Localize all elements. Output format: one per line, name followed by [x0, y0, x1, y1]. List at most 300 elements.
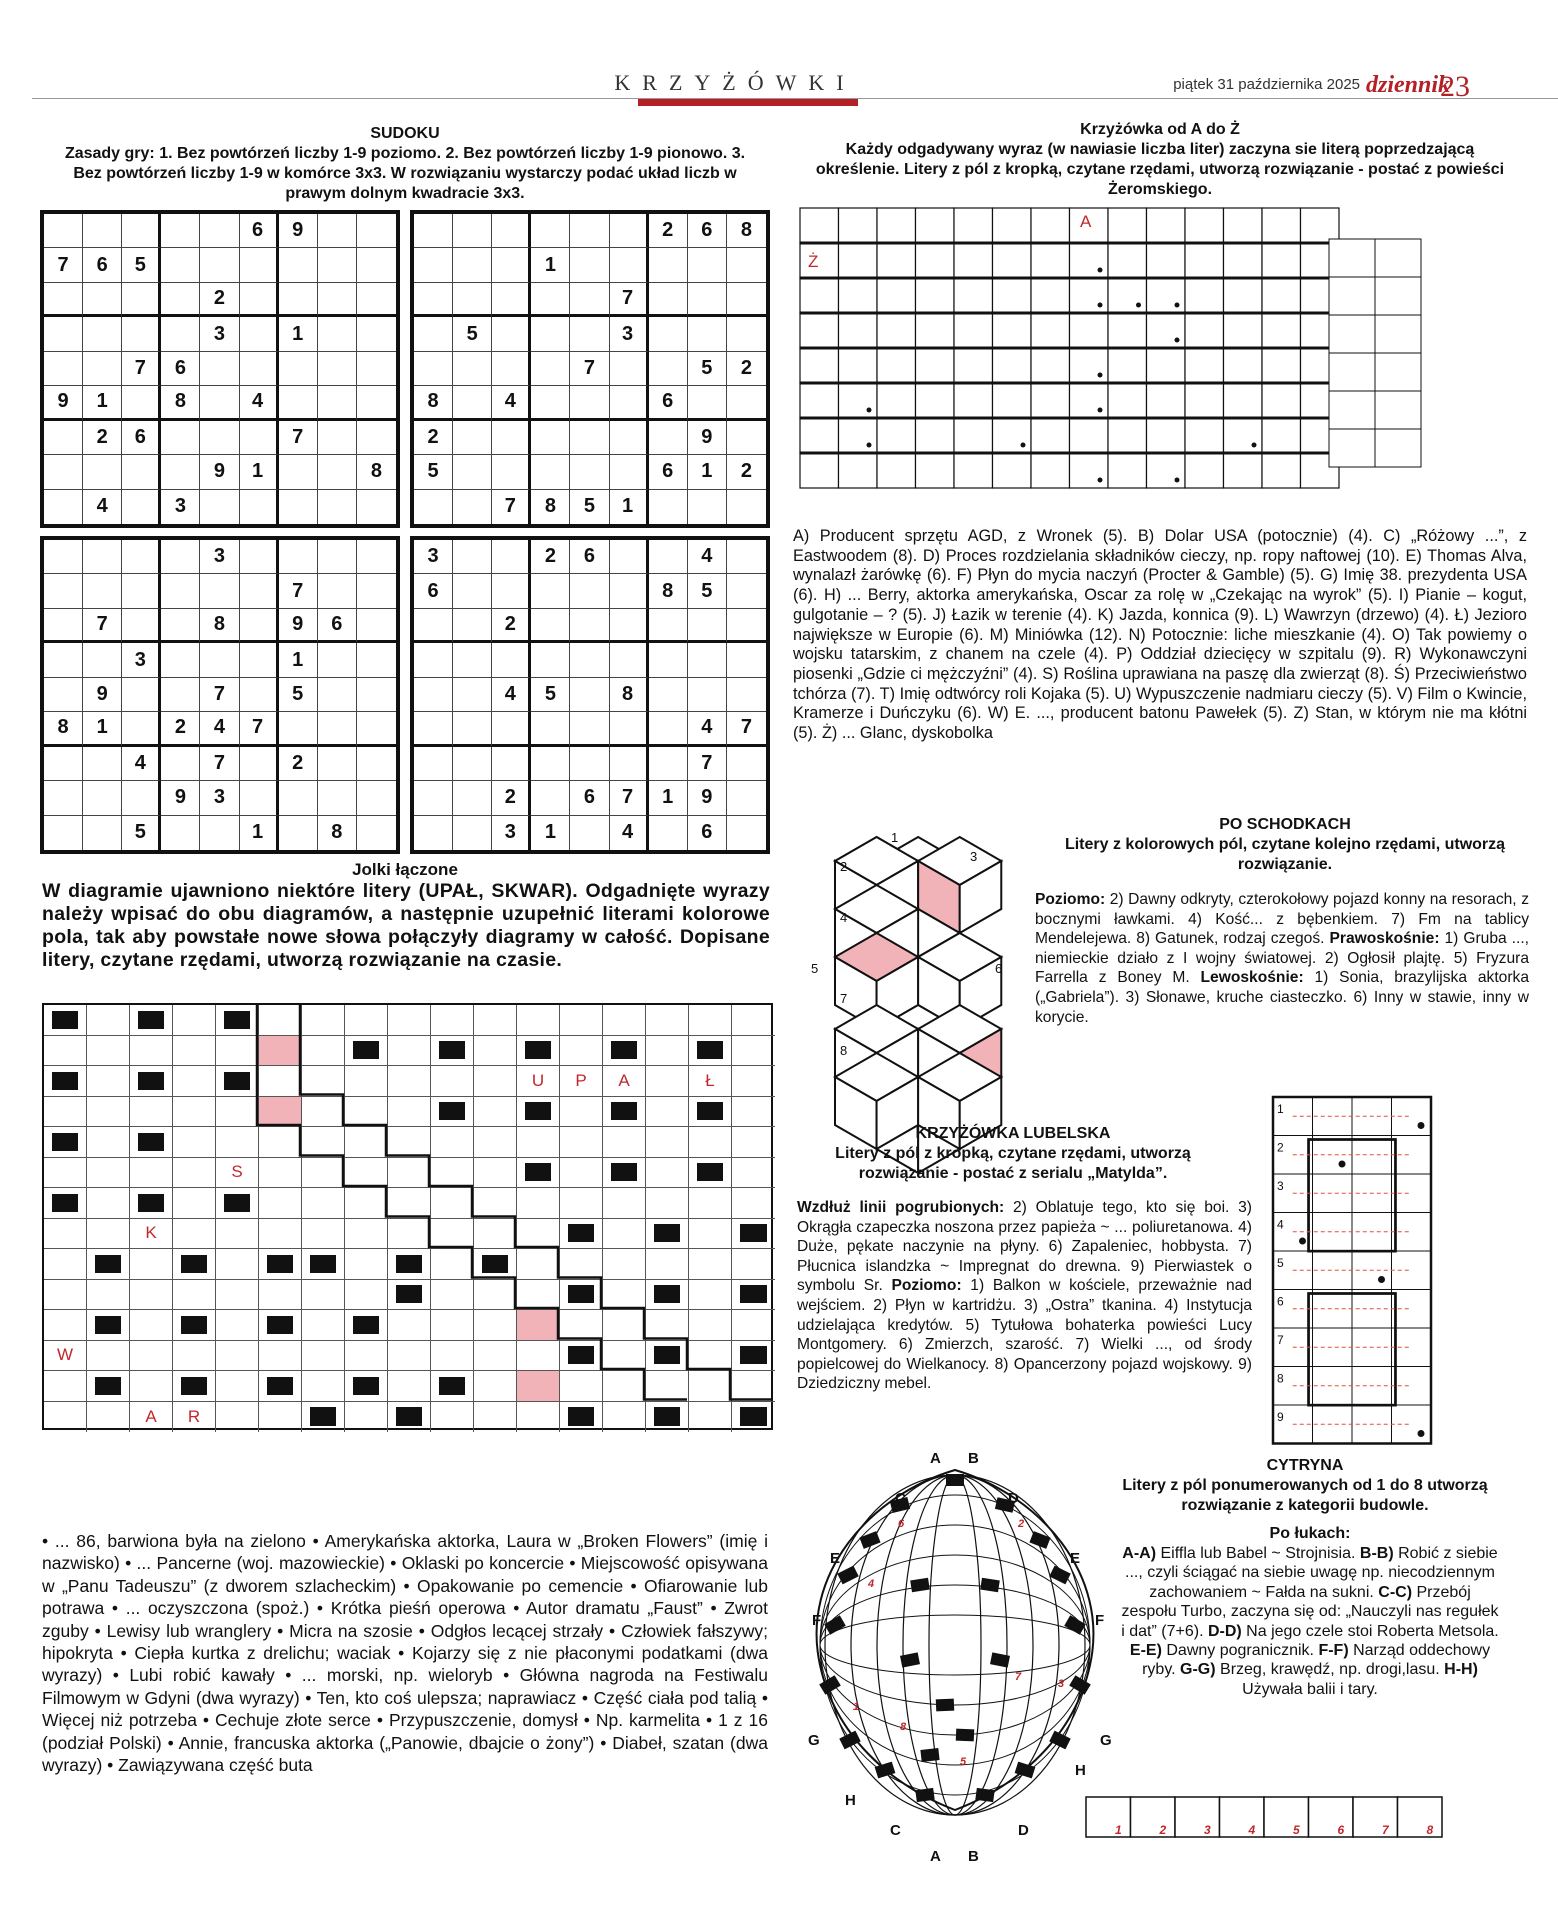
jolki-cell[interactable] [646, 1371, 689, 1402]
sudoku-cell[interactable] [492, 574, 531, 608]
jolki-cell[interactable] [732, 1066, 775, 1097]
jolki-cell[interactable] [44, 1249, 87, 1280]
sudoku-cell[interactable] [414, 609, 453, 643]
jolki-cell[interactable] [560, 1158, 603, 1189]
sudoku-cell[interactable] [492, 540, 531, 574]
az-cell[interactable] [993, 313, 1032, 348]
lubelska-cell[interactable] [1313, 1251, 1353, 1290]
sudoku-cell[interactable] [610, 609, 649, 643]
sudoku-cell[interactable] [44, 747, 83, 781]
sudoku-cell[interactable] [531, 609, 570, 643]
sudoku-cell[interactable]: 4 [610, 816, 649, 850]
jolki-cell[interactable] [431, 1402, 474, 1433]
jolki-cell[interactable] [646, 1188, 689, 1219]
sudoku-cell[interactable] [200, 248, 239, 282]
az-cell[interactable] [1262, 278, 1301, 313]
jolki-cell[interactable] [474, 1280, 517, 1311]
jolki-cell[interactable] [431, 1005, 474, 1036]
az-answer-cell[interactable] [1329, 353, 1375, 391]
jolki-cell[interactable] [517, 1280, 560, 1311]
sudoku-cell[interactable] [279, 455, 318, 489]
sudoku-cell[interactable]: 1 [531, 248, 570, 282]
jolki-cell[interactable] [302, 1066, 345, 1097]
jolki-cell[interactable] [689, 1402, 732, 1433]
jolki-cell[interactable] [259, 1280, 302, 1311]
jolki-cell[interactable] [732, 1036, 775, 1067]
sudoku-cell[interactable] [357, 643, 396, 677]
sudoku-cell[interactable] [240, 540, 279, 574]
sudoku-cell[interactable] [357, 747, 396, 781]
sudoku-cell[interactable] [414, 747, 453, 781]
sudoku-cell[interactable] [279, 712, 318, 746]
sudoku-cell[interactable] [649, 248, 688, 282]
jolki-cell[interactable] [388, 1036, 431, 1067]
jolki-cell[interactable] [130, 1036, 173, 1067]
jolki-cell[interactable] [87, 1158, 130, 1189]
az-cell[interactable] [1262, 383, 1301, 418]
az-cell[interactable] [1070, 348, 1109, 383]
sudoku-cell[interactable] [357, 712, 396, 746]
jolki-cell[interactable] [388, 1341, 431, 1372]
az-cell[interactable] [1031, 418, 1070, 453]
jolki-cell[interactable] [560, 1310, 603, 1341]
jolki-cell[interactable] [560, 1097, 603, 1128]
jolki-cell[interactable] [732, 1127, 775, 1158]
sudoku-cell[interactable] [453, 712, 492, 746]
sudoku-cell[interactable]: 7 [610, 283, 649, 317]
sudoku-cell[interactable]: 2 [531, 540, 570, 574]
sudoku-cell[interactable] [200, 421, 239, 455]
sudoku-cell[interactable] [531, 643, 570, 677]
az-cell[interactable] [1108, 383, 1147, 418]
sudoku-cell[interactable] [727, 490, 766, 524]
sudoku-cell[interactable] [83, 352, 122, 386]
sudoku-cell[interactable]: 2 [83, 421, 122, 455]
jolki-cell[interactable] [130, 1371, 173, 1402]
sudoku-cell[interactable] [318, 421, 357, 455]
az-cell[interactable] [839, 243, 878, 278]
sudoku-cell[interactable] [161, 421, 200, 455]
sudoku-cell[interactable] [414, 781, 453, 815]
sudoku-cell[interactable] [531, 421, 570, 455]
jolki-cell[interactable] [474, 1158, 517, 1189]
jolki-cell[interactable] [732, 1097, 775, 1128]
sudoku-cell[interactable] [200, 816, 239, 850]
sudoku-cell[interactable] [414, 214, 453, 248]
sudoku-cell[interactable] [570, 643, 609, 677]
sudoku-cell[interactable]: 4 [688, 712, 727, 746]
sudoku-cell[interactable] [161, 747, 200, 781]
jolki-cell[interactable] [259, 1066, 302, 1097]
sudoku-cell[interactable] [649, 816, 688, 850]
sudoku-cell[interactable]: 5 [279, 678, 318, 712]
sudoku-cell[interactable]: 6 [688, 214, 727, 248]
jolki-cell[interactable] [646, 1249, 689, 1280]
sudoku-cell[interactable] [610, 248, 649, 282]
sudoku-cell[interactable] [414, 352, 453, 386]
jolki-cell[interactable] [517, 1005, 560, 1036]
sudoku-cell[interactable]: 2 [492, 609, 531, 643]
jolki-cell[interactable] [646, 1097, 689, 1128]
az-cell[interactable] [877, 278, 916, 313]
jolki-cell[interactable] [474, 1188, 517, 1219]
sudoku-cell[interactable] [610, 352, 649, 386]
jolki-cell[interactable] [732, 1188, 775, 1219]
sudoku-cell[interactable] [240, 421, 279, 455]
sudoku-cell[interactable] [83, 816, 122, 850]
jolki-cell[interactable] [388, 1005, 431, 1036]
sudoku-cell[interactable] [610, 214, 649, 248]
jolki-cell[interactable] [345, 1402, 388, 1433]
sudoku-cell[interactable] [570, 712, 609, 746]
sudoku-cell[interactable] [44, 214, 83, 248]
jolki-cell[interactable] [302, 1341, 345, 1372]
az-cell[interactable] [800, 418, 839, 453]
jolki-cell[interactable] [474, 1097, 517, 1128]
sudoku-cell[interactable] [44, 317, 83, 351]
sudoku-cell[interactable] [279, 816, 318, 850]
lubelska-cell[interactable] [1313, 1097, 1353, 1136]
cytryna-answer-cell[interactable] [1353, 1797, 1398, 1837]
sudoku-cell[interactable] [318, 455, 357, 489]
az-cell[interactable] [1147, 313, 1186, 348]
lubelska-cell[interactable] [1392, 1251, 1432, 1290]
jolki-given-letter[interactable]: R [173, 1402, 216, 1433]
sudoku-cell[interactable] [357, 490, 396, 524]
sudoku-cell[interactable] [357, 421, 396, 455]
az-cell[interactable] [1031, 453, 1070, 488]
az-cell[interactable] [1147, 418, 1186, 453]
sudoku-cell[interactable] [727, 609, 766, 643]
jolki-cell[interactable] [173, 1219, 216, 1250]
jolki-cell[interactable] [474, 1036, 517, 1067]
sudoku-cell[interactable] [318, 574, 357, 608]
jolki-cell[interactable] [44, 1219, 87, 1250]
az-cell[interactable] [1262, 453, 1301, 488]
cytryna-answer-cell[interactable] [1086, 1797, 1131, 1837]
jolki-cell[interactable] [44, 1402, 87, 1433]
jolki-cell[interactable] [431, 1127, 474, 1158]
sudoku-cell[interactable] [688, 490, 727, 524]
sudoku-cell[interactable] [122, 712, 161, 746]
az-answer-cell[interactable] [1375, 429, 1421, 467]
az-cell[interactable] [954, 453, 993, 488]
sudoku-cell[interactable] [318, 781, 357, 815]
sudoku-cell[interactable] [240, 609, 279, 643]
jolki-given-letter[interactable]: S [216, 1158, 259, 1189]
sudoku-cell[interactable]: 9 [44, 386, 83, 420]
sudoku-cell[interactable] [318, 317, 357, 351]
jolki-cell[interactable] [173, 1341, 216, 1372]
sudoku-cell[interactable] [161, 540, 200, 574]
jolki-cell[interactable] [173, 1158, 216, 1189]
az-cell[interactable] [993, 418, 1032, 453]
sudoku-cell[interactable] [161, 643, 200, 677]
sudoku-cell[interactable] [649, 283, 688, 317]
sudoku-cell[interactable]: 7 [570, 352, 609, 386]
sudoku-cell[interactable] [161, 455, 200, 489]
sudoku-cell[interactable] [649, 490, 688, 524]
sudoku-cell[interactable] [727, 317, 766, 351]
jolki-cell[interactable] [388, 1127, 431, 1158]
jolki-cell[interactable] [474, 1371, 517, 1402]
jolki-colored-cell[interactable] [259, 1036, 302, 1067]
sudoku-cell[interactable] [357, 214, 396, 248]
sudoku-cell[interactable]: 3 [200, 317, 239, 351]
jolki-cell[interactable] [173, 1097, 216, 1128]
az-answer-cell[interactable] [1375, 353, 1421, 391]
jolki-cell[interactable] [388, 1158, 431, 1189]
jolki-cell[interactable] [388, 1188, 431, 1219]
jolki-cell[interactable] [345, 1005, 388, 1036]
sudoku-cell[interactable] [357, 816, 396, 850]
sudoku-cell[interactable]: 4 [83, 490, 122, 524]
lubelska-cell[interactable] [1392, 1136, 1432, 1175]
az-cell[interactable] [954, 208, 993, 243]
sudoku-cell[interactable]: 4 [240, 386, 279, 420]
sudoku-cell[interactable] [649, 747, 688, 781]
lubelska-cell[interactable] [1392, 1097, 1432, 1136]
az-cell[interactable] [1147, 453, 1186, 488]
sudoku-cell[interactable] [240, 317, 279, 351]
az-cell[interactable] [954, 313, 993, 348]
sudoku-cell[interactable] [727, 540, 766, 574]
sudoku-cell[interactable] [357, 283, 396, 317]
az-answer-cell[interactable] [1329, 315, 1375, 353]
sudoku-cell[interactable] [240, 747, 279, 781]
cytryna-answer-cell[interactable] [1309, 1797, 1354, 1837]
sudoku-cell[interactable]: 7 [240, 712, 279, 746]
sudoku-cell[interactable] [492, 283, 531, 317]
sudoku-cell[interactable]: 3 [414, 540, 453, 574]
sudoku-cell[interactable] [492, 352, 531, 386]
az-cell[interactable] [954, 348, 993, 383]
jolki-cell[interactable] [87, 1280, 130, 1311]
sudoku-cell[interactable]: 5 [570, 490, 609, 524]
sudoku-cell[interactable] [414, 248, 453, 282]
sudoku-cell[interactable]: 9 [161, 781, 200, 815]
jolki-cell[interactable] [173, 1280, 216, 1311]
az-cell[interactable] [877, 208, 916, 243]
jolki-colored-cell[interactable] [259, 1097, 302, 1128]
sudoku-cell[interactable]: 1 [83, 386, 122, 420]
sudoku-cell[interactable] [570, 574, 609, 608]
jolki-cell[interactable] [259, 1158, 302, 1189]
sudoku-cell[interactable] [727, 386, 766, 420]
jolki-cell[interactable] [345, 1341, 388, 1372]
sudoku-cell[interactable] [649, 609, 688, 643]
sudoku-cell[interactable] [610, 712, 649, 746]
sudoku-cell[interactable] [531, 781, 570, 815]
sudoku-cell[interactable] [83, 214, 122, 248]
sudoku-cell[interactable] [414, 678, 453, 712]
az-cell[interactable] [993, 278, 1032, 313]
sudoku-cell[interactable]: 7 [279, 421, 318, 455]
sudoku-cell[interactable] [161, 816, 200, 850]
jolki-colored-cell[interactable] [517, 1371, 560, 1402]
sudoku-cell[interactable]: 5 [414, 455, 453, 489]
az-cell[interactable] [1070, 418, 1109, 453]
az-cell[interactable] [916, 278, 955, 313]
sudoku-cell[interactable] [161, 317, 200, 351]
sudoku-cell[interactable]: 3 [200, 781, 239, 815]
sudoku-cell[interactable]: 1 [240, 816, 279, 850]
jolki-cell[interactable] [302, 1127, 345, 1158]
sudoku-cell[interactable] [122, 455, 161, 489]
jolki-cell[interactable] [216, 1249, 259, 1280]
sudoku-cell[interactable] [492, 317, 531, 351]
jolki-cell[interactable] [302, 1036, 345, 1067]
sudoku-cell[interactable]: 7 [200, 678, 239, 712]
sudoku-cell[interactable] [453, 283, 492, 317]
jolki-cell[interactable] [689, 1249, 732, 1280]
jolki-cell[interactable] [689, 1310, 732, 1341]
sudoku-cell[interactable]: 1 [531, 816, 570, 850]
az-answer-cell[interactable] [1375, 277, 1421, 315]
sudoku-cell[interactable] [279, 540, 318, 574]
sudoku-cell[interactable] [83, 540, 122, 574]
jolki-cell[interactable] [216, 1127, 259, 1158]
az-cell[interactable] [1185, 243, 1224, 278]
sudoku-cell[interactable] [610, 540, 649, 574]
az-cell[interactable] [800, 348, 839, 383]
jolki-cell[interactable] [517, 1402, 560, 1433]
sudoku-cell[interactable] [688, 248, 727, 282]
sudoku-cell[interactable] [531, 352, 570, 386]
sudoku-cell[interactable]: 8 [318, 816, 357, 850]
sudoku-cell[interactable] [44, 643, 83, 677]
lubelska-cell[interactable] [1313, 1367, 1353, 1406]
sudoku-cell[interactable] [610, 643, 649, 677]
sudoku-cell[interactable]: 6 [570, 781, 609, 815]
az-cell[interactable] [916, 453, 955, 488]
sudoku-cell[interactable] [453, 816, 492, 850]
sudoku-cell[interactable] [318, 678, 357, 712]
az-cell[interactable] [1185, 418, 1224, 453]
sudoku-cell[interactable] [357, 317, 396, 351]
jolki-given-letter[interactable]: K [130, 1219, 173, 1250]
sudoku-cell[interactable]: 6 [688, 816, 727, 850]
jolki-given-letter[interactable]: A [603, 1066, 646, 1097]
sudoku-cell[interactable] [649, 540, 688, 574]
sudoku-cell[interactable] [610, 386, 649, 420]
sudoku-cell[interactable] [414, 816, 453, 850]
sudoku-cell[interactable] [727, 283, 766, 317]
az-cell[interactable] [839, 418, 878, 453]
lubelska-cell[interactable] [1392, 1213, 1432, 1252]
sudoku-cell[interactable] [453, 490, 492, 524]
sudoku-cell[interactable] [318, 214, 357, 248]
lubelska-cell[interactable] [1392, 1367, 1432, 1406]
az-cell[interactable] [1147, 278, 1186, 313]
jolki-cell[interactable] [302, 1005, 345, 1036]
sudoku-cell[interactable] [688, 317, 727, 351]
sudoku-cell[interactable]: 6 [414, 574, 453, 608]
sudoku-cell[interactable] [44, 781, 83, 815]
sudoku-cell[interactable] [318, 712, 357, 746]
jolki-cell[interactable] [431, 1188, 474, 1219]
jolki-cell[interactable] [388, 1097, 431, 1128]
sudoku-cell[interactable]: 8 [531, 490, 570, 524]
jolki-cell[interactable] [603, 1371, 646, 1402]
sudoku-cell[interactable]: 2 [649, 214, 688, 248]
jolki-cell[interactable] [646, 1158, 689, 1189]
sudoku-cell[interactable]: 3 [122, 643, 161, 677]
jolki-cell[interactable] [646, 1066, 689, 1097]
sudoku-cell[interactable]: 6 [649, 386, 688, 420]
sudoku-cell[interactable] [531, 214, 570, 248]
jolki-cell[interactable] [560, 1036, 603, 1067]
az-cell[interactable] [916, 348, 955, 383]
sudoku-cell[interactable] [570, 816, 609, 850]
jolki-cell[interactable] [87, 1097, 130, 1128]
sudoku-cell[interactable] [122, 386, 161, 420]
az-cell[interactable] [839, 278, 878, 313]
az-cell[interactable] [877, 453, 916, 488]
sudoku-cell[interactable] [357, 781, 396, 815]
az-cell[interactable] [800, 383, 839, 418]
jolki-cell[interactable] [87, 1127, 130, 1158]
sudoku-cell[interactable] [200, 386, 239, 420]
az-answer-cell[interactable] [1375, 239, 1421, 277]
sudoku-cell[interactable] [727, 781, 766, 815]
sudoku-cell[interactable] [83, 643, 122, 677]
sudoku-cell[interactable]: 4 [688, 540, 727, 574]
jolki-cell[interactable] [302, 1219, 345, 1250]
jolki-cell[interactable] [431, 1066, 474, 1097]
sudoku-cell[interactable]: 6 [83, 248, 122, 282]
sudoku-cell[interactable] [531, 386, 570, 420]
jolki-cell[interactable] [431, 1219, 474, 1250]
az-cell[interactable] [1224, 313, 1263, 348]
az-cell[interactable] [1147, 383, 1186, 418]
jolki-cell[interactable] [87, 1188, 130, 1219]
jolki-cell[interactable] [345, 1249, 388, 1280]
sudoku-cell[interactable]: 3 [492, 816, 531, 850]
sudoku-cell[interactable] [610, 574, 649, 608]
az-cell[interactable] [993, 383, 1032, 418]
sudoku-cell[interactable]: 5 [531, 678, 570, 712]
az-cell[interactable] [1224, 383, 1263, 418]
sudoku-cell[interactable]: 4 [492, 678, 531, 712]
lubelska-cell[interactable] [1392, 1290, 1432, 1329]
az-cell[interactable] [1070, 278, 1109, 313]
jolki-cell[interactable] [517, 1219, 560, 1250]
jolki-cell[interactable] [732, 1158, 775, 1189]
sudoku-cell[interactable] [83, 455, 122, 489]
jolki-cell[interactable] [388, 1066, 431, 1097]
sudoku-cell[interactable] [649, 678, 688, 712]
sudoku-cell[interactable] [357, 678, 396, 712]
sudoku-cell[interactable]: 2 [161, 712, 200, 746]
sudoku-cell[interactable] [279, 490, 318, 524]
sudoku-cell[interactable] [727, 248, 766, 282]
sudoku-cell[interactable]: 1 [610, 490, 649, 524]
jolki-cell[interactable] [87, 1005, 130, 1036]
jolki-cell[interactable] [560, 1005, 603, 1036]
jolki-given-letter[interactable]: P [560, 1066, 603, 1097]
lubelska-cell[interactable] [1392, 1328, 1432, 1367]
sudoku-cell[interactable] [453, 574, 492, 608]
az-cell[interactable] [1147, 208, 1186, 243]
cytryna-answer-cell[interactable] [1220, 1797, 1265, 1837]
jolki-cell[interactable] [87, 1341, 130, 1372]
sudoku-cell[interactable] [727, 574, 766, 608]
sudoku-cell[interactable] [357, 609, 396, 643]
sudoku-cell[interactable] [688, 609, 727, 643]
jolki-cell[interactable] [689, 1127, 732, 1158]
sudoku-cell[interactable]: 5 [688, 352, 727, 386]
